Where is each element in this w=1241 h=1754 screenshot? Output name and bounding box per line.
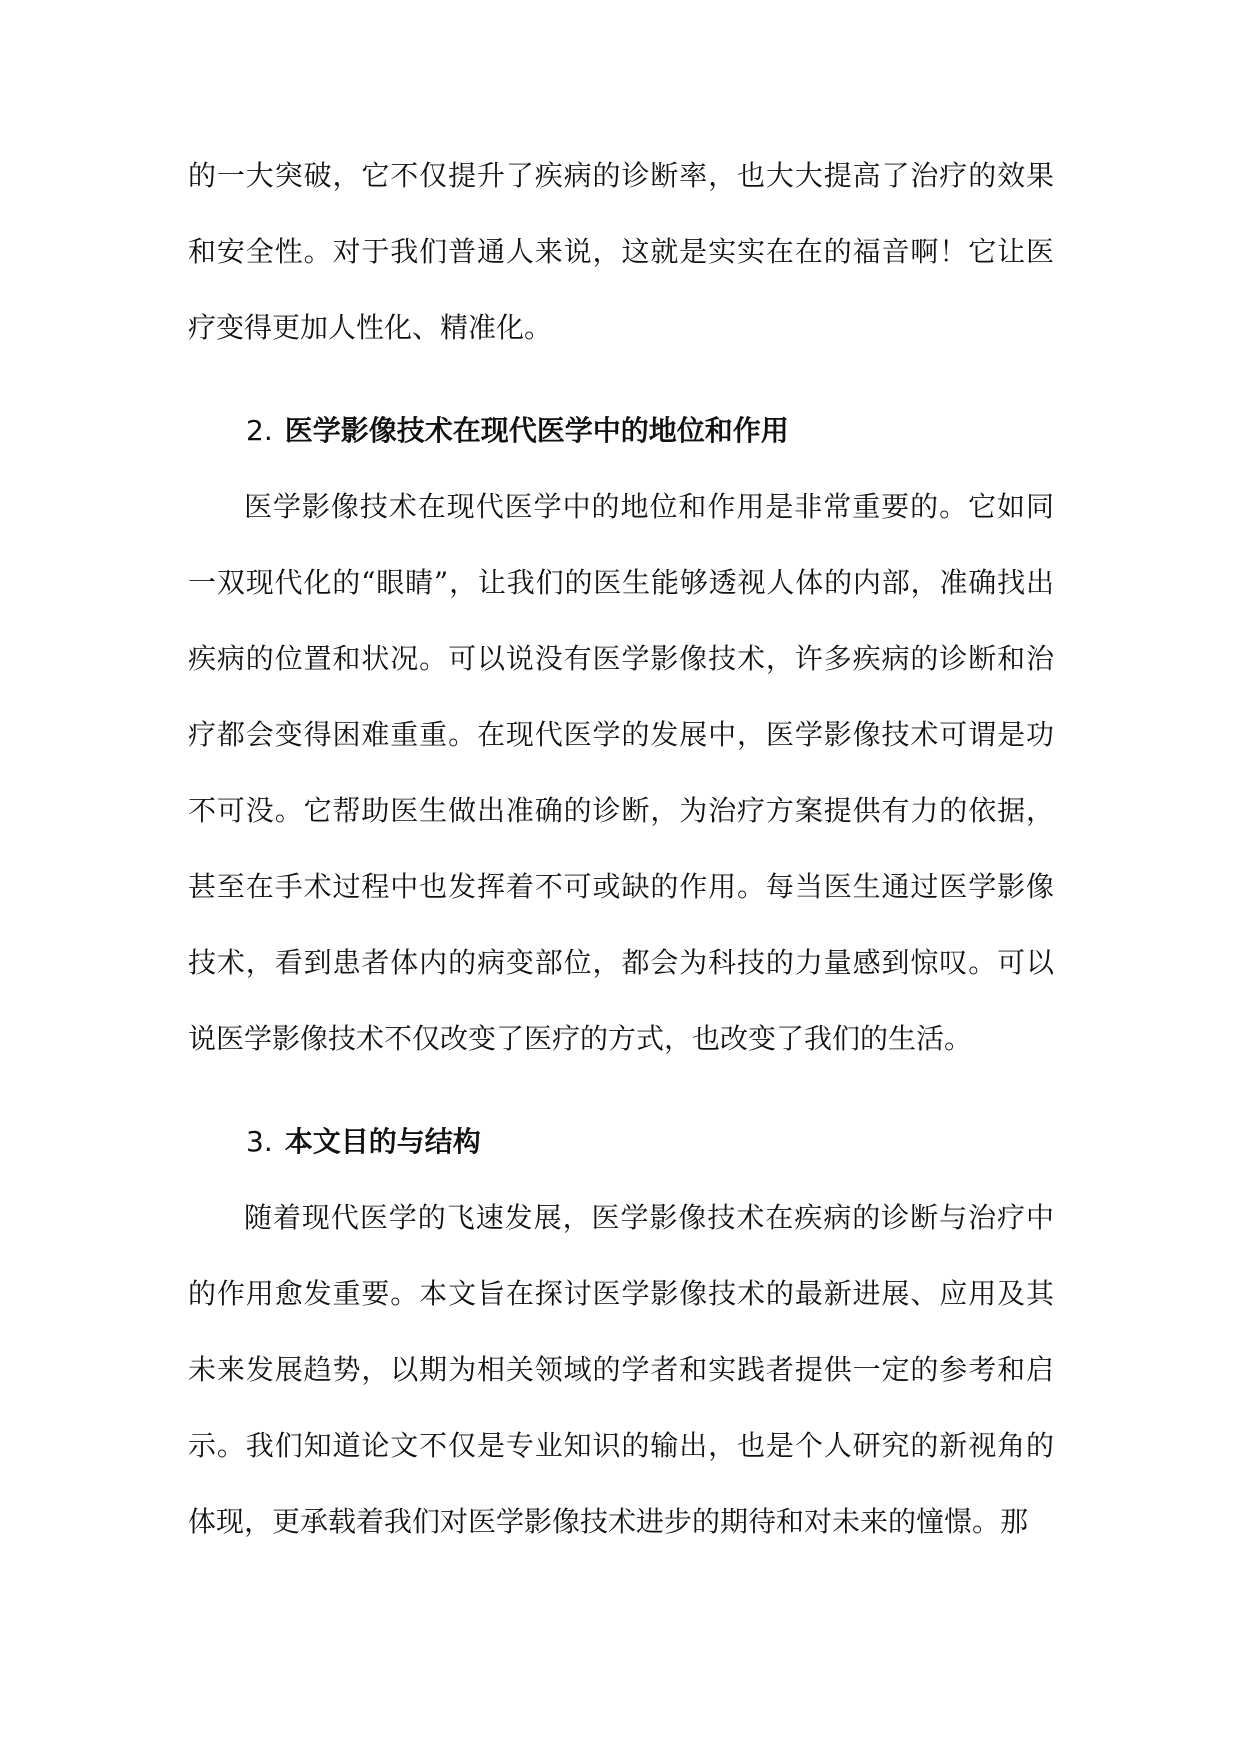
section-title: 医学影像技术在现代医学中的地位和作用 [284, 414, 789, 447]
section-paragraph: 随着现代医学的飞速发展，医学影像技术在疾病的诊断与治疗中的作用愈发重要。本文旨在探讨医学影像技术的最新进展、应用及其未来发展趋势，以期为相关领域的学者和实践者提供一定的参考和启示。我们知道论文不仅是专业知识的输出，也是个人研究的新视角的体现，更承载着我们对医学影像技术进步的期待和对未来的憧憬。那 [188, 1201, 1054, 1538]
continued-paragraph: 的一大突破，它不仅提升了疾病的诊断率，也大大提高了治疗的效果和安全性。对于我们普通人来说，这就是实实在在的福音啊！它让医疗变得更加人性化、精准化。 [188, 159, 1054, 344]
section-number: 3. [246, 1125, 273, 1158]
section-paragraph: 医学影像技术在现代医学中的地位和作用是非常重要的。它如同一双现代化的“眼睛”，让我们的医生能够透视人体的内部，准确找出疾病的位置和状况。可以说没有医学影像技术，许多疾病的诊断和治疗都会变得困难重重。在现代医学的发展中，医学影像技术可谓是功不可没。它帮助医生做出准确的诊断，为治疗方案提供有力的依据，甚至在手术过程中也发挥着不可或缺的作用。每当医生通过医学影像技术，看到患者体内的病变部位，都会为科技的力量感到惊叹。可以说医学影像技术不仅改变了医疗的方式，也改变了我们的生活。 [188, 490, 1054, 1055]
section-heading [188, 1104, 1054, 1180]
section-3 [188, 1104, 1054, 1560]
section-title: 本文目的与结构 [284, 1125, 481, 1158]
page-content [188, 138, 1054, 1560]
section-2 [188, 393, 1054, 1077]
section-heading [188, 393, 1054, 469]
section-number: 2. [246, 414, 273, 447]
